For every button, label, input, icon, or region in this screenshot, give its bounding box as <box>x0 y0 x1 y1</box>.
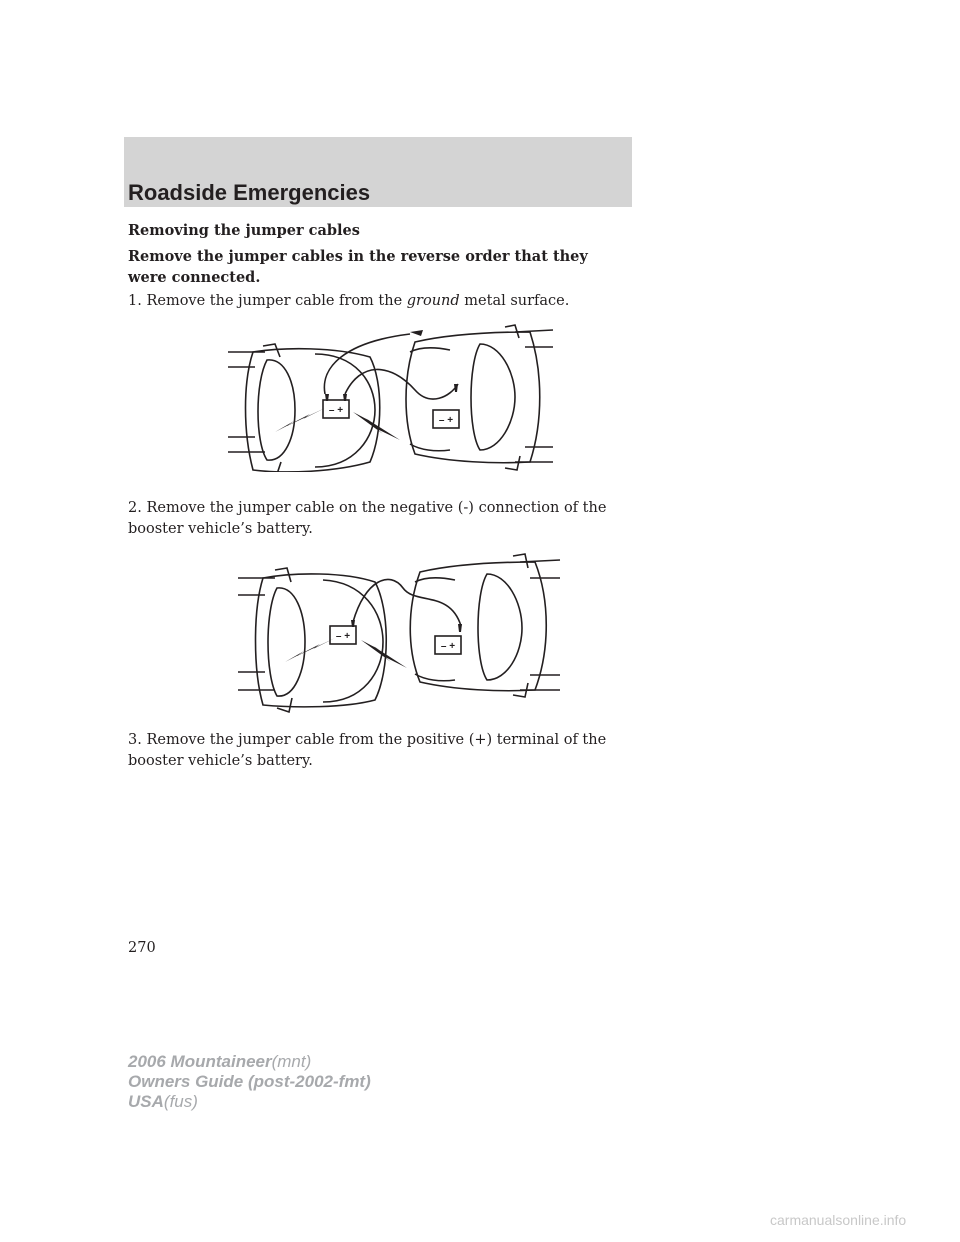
lightning-bolt-icon-left <box>275 408 325 432</box>
jumper-cable-2 <box>345 369 458 399</box>
step-2: 2. Remove the jumper cable on the negative (-) connection of the booster vehicle’s battery. <box>128 500 607 537</box>
figure-remove-negative-cable <box>235 550 565 718</box>
document-footer: 2006 Mountaineer(mnt) Owners Guide (post-2002-fmt) USA(fus) <box>128 1052 371 1111</box>
disabled-battery-terminals: – + <box>438 415 454 426</box>
intro-paragraph: Remove the jumper cables in the reverse order that they were connected. <box>128 248 588 286</box>
page-number: 270 <box>128 940 156 956</box>
step-3: 3. Remove the jumper cable from the positive (+) terminal of the booster vehicle’s battery. <box>128 732 607 769</box>
figure-remove-ground-cable <box>225 322 560 472</box>
battery-clamp-icon <box>351 620 462 632</box>
disabled-battery-terminals: – + <box>440 641 456 652</box>
watermark: carmanualsonline.info <box>770 1212 907 1228</box>
lightning-bolt-icon-right <box>353 412 400 440</box>
booster-battery-terminals: – + <box>328 405 344 416</box>
section-title: Roadside Emergencies <box>128 180 371 205</box>
section-heading: Removing the jumper cables <box>128 222 360 239</box>
left-car-body <box>246 349 380 472</box>
lightning-bolt-icon-left <box>285 638 335 662</box>
booster-battery-terminals: – + <box>335 631 351 642</box>
loose-clamp-icon <box>410 330 423 336</box>
jumper-cable-1 <box>324 334 410 394</box>
lightning-bolt-icon-right <box>361 640 407 668</box>
step-1: 1. Remove the jumper cable from the ground metal surface. <box>128 293 570 309</box>
